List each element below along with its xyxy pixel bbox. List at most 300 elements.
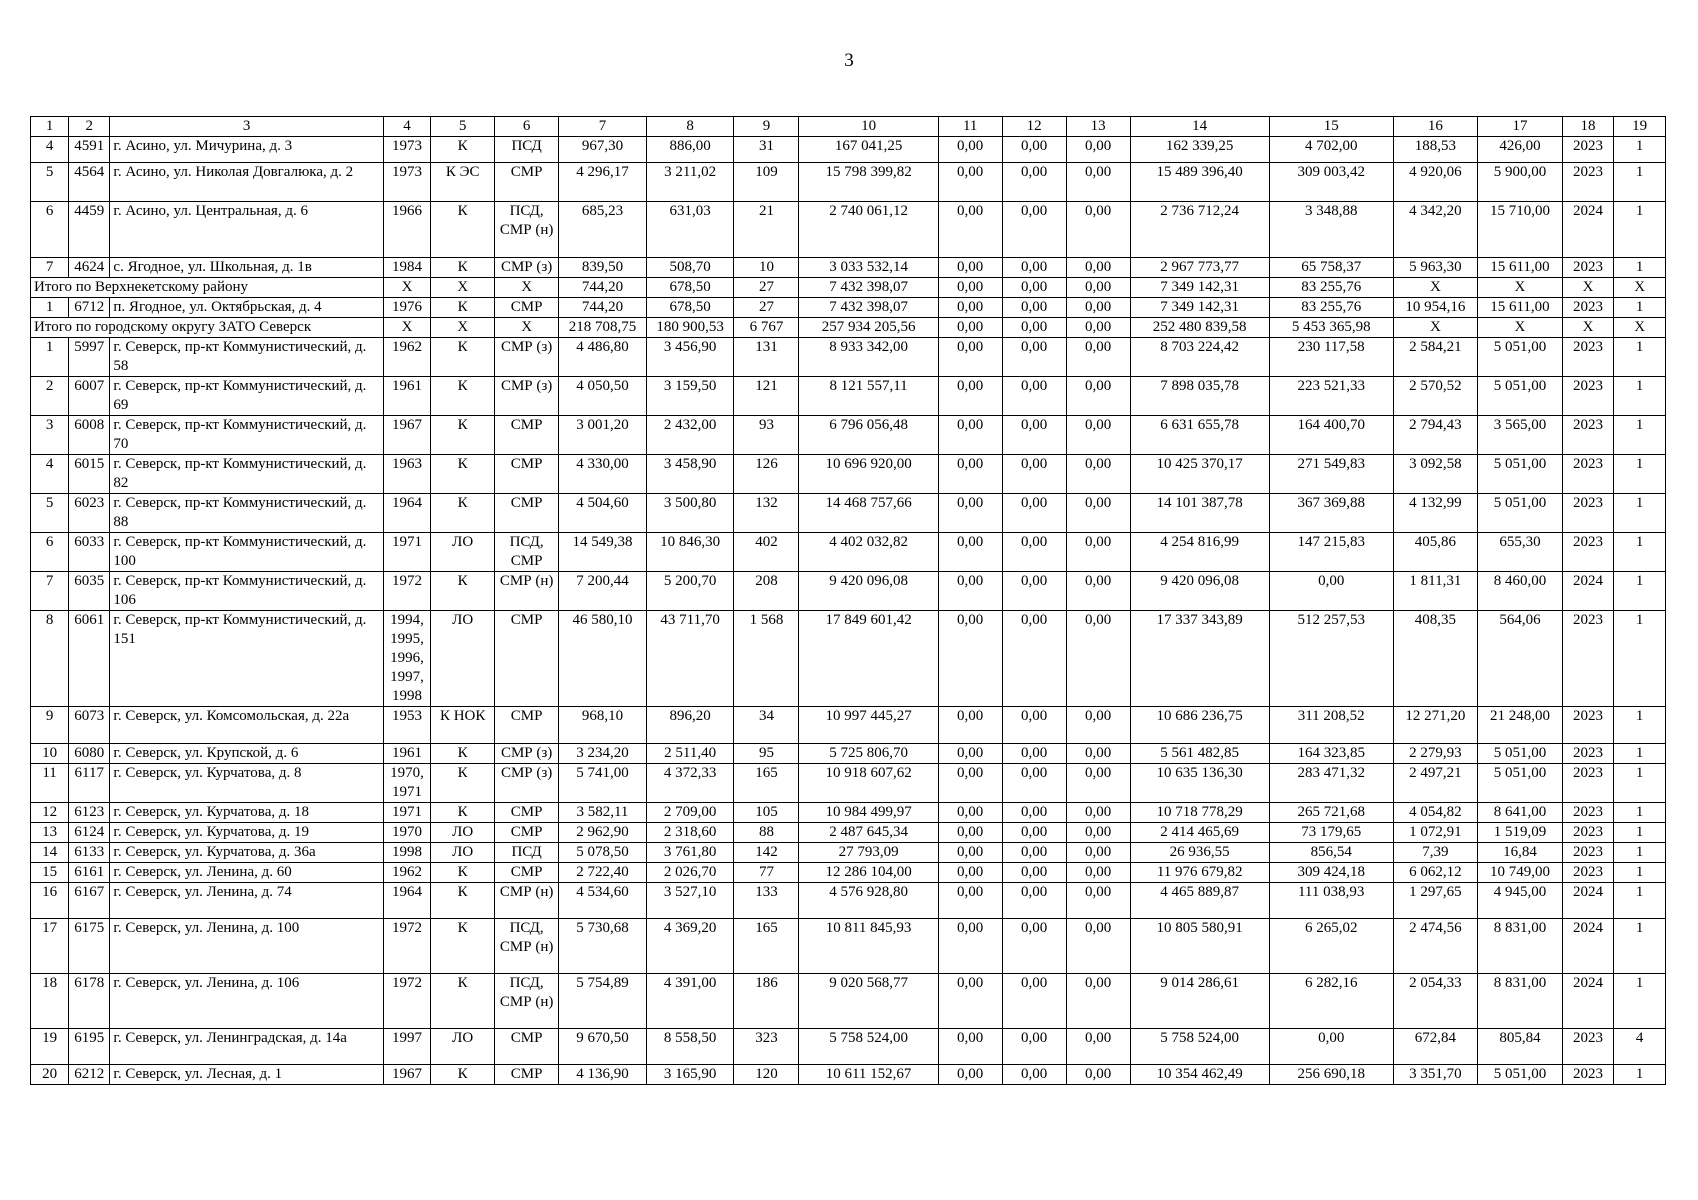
address-cell: г. Северск, ул. Крупской, д. 6 [110,744,383,764]
table-cell: 896,20 [646,707,734,744]
table-cell: 4 372,33 [646,764,734,803]
table-cell: 6175 [69,919,110,974]
table-row [31,919,1666,974]
table-cell: 1 [31,338,69,377]
table-cell: 0,00 [1066,1065,1130,1085]
table-cell: 15 489 396,40 [1130,163,1269,202]
year-cell: 1973 [383,163,430,202]
table-cell: 162 339,25 [1130,137,1269,163]
table-cell: 678,50 [646,298,734,318]
table-cell: 5 078,50 [559,843,647,863]
table-cell: 886,00 [646,137,734,163]
table-cell: 0,00 [938,1029,1002,1065]
year-cell: 1966 [383,202,430,258]
table-cell: 3 761,80 [646,843,734,863]
table-cell: 9 [31,707,69,744]
table-cell: 9 420 096,08 [799,572,938,611]
table-cell: 16,84 [1478,843,1563,863]
table-cell: 6 265,02 [1269,919,1393,974]
table-row [31,707,1666,744]
subtotal-label: Итого по городскому округу ЗАТО Северск [31,318,384,338]
table-cell: 77 [734,863,799,883]
work-type-cell: СМР (з) [495,377,559,416]
table-cell: Х [1478,318,1563,338]
table-cell: 5 561 482,85 [1130,744,1269,764]
table-cell: 0,00 [1066,377,1130,416]
table-cell: 4 920,06 [1393,163,1478,202]
work-type-cell: ПСД, СМР (н) [495,919,559,974]
column-number-cell: 12 [1002,117,1066,137]
table-cell: 1 [1614,533,1666,572]
table-cell: 0,00 [938,298,1002,318]
table-row [31,137,1666,163]
table-cell: 4 330,00 [559,455,647,494]
table-cell: 4 342,20 [1393,202,1478,258]
table-row [31,843,1666,863]
table-cell: К НОК [431,707,495,744]
table-cell: 0,00 [1066,163,1130,202]
table-cell: 0,00 [1002,974,1066,1029]
table-cell: 512 257,53 [1269,611,1393,707]
table-cell: 1 [1614,863,1666,883]
address-cell: г. Северск, ул. Ленинградская, д. 14а [110,1029,383,1065]
table-cell: 6033 [69,533,110,572]
table-cell: 1 [1614,202,1666,258]
table-cell: 1 072,91 [1393,823,1478,843]
table-cell: 5 051,00 [1478,494,1563,533]
column-number-cell: 19 [1614,117,1666,137]
table-cell: 7 432 398,07 [799,298,938,318]
address-cell: г. Северск, пр-кт Коммунистический, д. 58 [110,338,383,377]
address-cell: г. Асино, ул. Николая Довгалюка, д. 2 [110,163,383,202]
table-cell: 283 471,32 [1269,764,1393,803]
table-cell: 0,00 [938,803,1002,823]
table-cell: 0,00 [938,494,1002,533]
table-cell: К [431,974,495,1029]
table-cell: К [431,1065,495,1085]
table-cell: 2023 [1562,823,1614,843]
table-cell: 133 [734,883,799,919]
address-cell: г. Северск, пр-кт Коммунистический, д. 82 [110,455,383,494]
table-cell: 6 767 [734,318,799,338]
table-cell: 0,00 [1066,843,1130,863]
table-row [31,974,1666,1029]
table-cell: 9 014 286,61 [1130,974,1269,1029]
table-cell: 4 534,60 [559,883,647,919]
table-cell: 0,00 [938,533,1002,572]
table-cell: 3 165,90 [646,1065,734,1085]
table-row [31,764,1666,803]
table-row [31,338,1666,377]
table-cell: К [431,416,495,455]
year-cell: 1964 [383,494,430,533]
table-cell: Х [1393,318,1478,338]
table-cell: 655,30 [1478,533,1563,572]
table-cell: 5997 [69,338,110,377]
table-cell: 402 [734,533,799,572]
table-cell: 805,84 [1478,1029,1563,1065]
table-cell: 6 062,12 [1393,863,1478,883]
table-cell: 8 703 224,42 [1130,338,1269,377]
table-cell: 10 [31,744,69,764]
table-cell: 3 [31,416,69,455]
column-number-cell: 17 [1478,117,1563,137]
table-cell: К [431,744,495,764]
table-cell: 208 [734,572,799,611]
table-cell: 17 849 601,42 [799,611,938,707]
table-cell: 4 576 928,80 [799,883,938,919]
work-type-cell: СМР (н) [495,883,559,919]
table-row [31,1065,1666,1085]
table-cell: 0,00 [1066,416,1130,455]
column-number-cell: 5 [431,117,495,137]
table-cell: 678,50 [646,278,734,298]
table-cell: 672,84 [1393,1029,1478,1065]
table-cell: 8 933 342,00 [799,338,938,377]
address-cell: г. Северск, пр-кт Коммунистический, д. 69 [110,377,383,416]
column-number-cell: 16 [1393,117,1478,137]
table-row [31,1029,1666,1065]
table-cell: 2 487 645,34 [799,823,938,843]
table-cell: 967,30 [559,137,647,163]
table-cell: 0,00 [1002,919,1066,974]
address-cell: г. Северск, ул. Лесная, д. 1 [110,1065,383,1085]
table-cell: 93 [734,416,799,455]
table-cell: 856,54 [1269,843,1393,863]
year-cell: 1972 [383,572,430,611]
table-cell: 10 954,16 [1393,298,1478,318]
table-cell: 0,00 [1002,883,1066,919]
table-cell: 6015 [69,455,110,494]
work-type-cell: СМР [495,494,559,533]
table-cell: 0,00 [1066,338,1130,377]
table-cell: 1 568 [734,611,799,707]
table-row [31,258,1666,278]
table-cell: 2 432,00 [646,416,734,455]
table-cell: 223 521,33 [1269,377,1393,416]
address-cell: г. Северск, ул. Курчатова, д. 8 [110,764,383,803]
table-cell: К [431,803,495,823]
table-cell: 167 041,25 [799,137,938,163]
table-cell: 1 811,31 [1393,572,1478,611]
address-cell: г. Асино, ул. Мичурина, д. 3 [110,137,383,163]
table-cell: 0,00 [1002,707,1066,744]
table-cell: 2023 [1562,377,1614,416]
table-cell: 1 [1614,823,1666,843]
table-cell: 26 936,55 [1130,843,1269,863]
table-cell: 8 [31,611,69,707]
year-cell: 1984 [383,258,430,278]
table-cell: 6124 [69,823,110,843]
column-number-cell: 7 [559,117,647,137]
table-row [31,611,1666,707]
work-type-cell: ПСД [495,843,559,863]
table-cell: 8 641,00 [1478,803,1563,823]
table-cell: 0,00 [1002,377,1066,416]
table-cell: 0,00 [1002,764,1066,803]
table-cell: 6712 [69,298,110,318]
table-cell: ЛО [431,843,495,863]
table-cell: 311 208,52 [1269,707,1393,744]
table-cell: 0,00 [1002,533,1066,572]
table-cell: 0,00 [1066,1029,1130,1065]
table-cell: 14 468 757,66 [799,494,938,533]
table-cell: 4 504,60 [559,494,647,533]
table-cell: 0,00 [938,163,1002,202]
address-cell: г. Северск, ул. Ленина, д. 106 [110,974,383,1029]
year-cell: 1994, 1995, 1996, 1997, 1998 [383,611,430,707]
year-cell: 1963 [383,455,430,494]
table-cell: 1 [1614,707,1666,744]
table-cell: 2023 [1562,1029,1614,1065]
table-cell: 21 248,00 [1478,707,1563,744]
table-cell: 0,00 [938,377,1002,416]
table-cell: 14 [31,843,69,863]
work-type-cell: СМР [495,611,559,707]
table-cell: 0,00 [938,919,1002,974]
table-cell: 180 900,53 [646,318,734,338]
table-cell: 0,00 [938,455,1002,494]
table-cell: 0,00 [938,974,1002,1029]
table-cell: 4 465 889,87 [1130,883,1269,919]
table-cell: 11 [31,764,69,803]
work-type-cell: ПСД, СМР [495,533,559,572]
table-cell: 1 [1614,338,1666,377]
table-cell: 2024 [1562,883,1614,919]
table-cell: К [431,764,495,803]
table-cell: 7,39 [1393,843,1478,863]
table-cell: 27 [734,298,799,318]
table-cell: 88 [734,823,799,843]
table-row [31,533,1666,572]
table-cell: 9 670,50 [559,1029,647,1065]
table-row [31,863,1666,883]
table-cell: 10 696 920,00 [799,455,938,494]
year-cell: 1997 [383,1029,430,1065]
table-row [31,298,1666,318]
table-cell: 323 [734,1029,799,1065]
year-cell: 1970, 1971 [383,764,430,803]
table-cell: 5 758 524,00 [799,1029,938,1065]
table-cell: 0,00 [1066,533,1130,572]
table-cell: 1 [1614,298,1666,318]
table-cell: Х [495,278,559,298]
table-cell: 34 [734,707,799,744]
table-cell: 46 580,10 [559,611,647,707]
table-row [31,455,1666,494]
table-cell: 2024 [1562,974,1614,1029]
table-cell: 6195 [69,1029,110,1065]
table-cell: 13 [31,823,69,843]
table-cell: 0,00 [1066,318,1130,338]
table-cell: 6073 [69,707,110,744]
table-cell: 9 420 096,08 [1130,572,1269,611]
work-type-cell: СМР (н) [495,572,559,611]
table-cell: Х [431,278,495,298]
table-cell: 2 [31,377,69,416]
table-cell: 2023 [1562,298,1614,318]
table-cell: 10 [734,258,799,278]
year-cell: 1962 [383,338,430,377]
work-type-cell: ПСД, СМР (н) [495,202,559,258]
table-cell: 120 [734,1065,799,1085]
table-cell: 19 [31,1029,69,1065]
table-cell: 6117 [69,764,110,803]
table-cell: 132 [734,494,799,533]
column-number-cell: 9 [734,117,799,137]
table-cell: 0,00 [938,137,1002,163]
table-cell: 0,00 [938,338,1002,377]
table-cell: 10 611 152,67 [799,1065,938,1085]
table-cell: 0,00 [1002,611,1066,707]
table-cell: 1 519,09 [1478,823,1563,843]
table-cell: 2 570,52 [1393,377,1478,416]
table-cell: 6035 [69,572,110,611]
table-cell: 367 369,88 [1269,494,1393,533]
table-cell: Х [1562,278,1614,298]
table-cell: 0,00 [938,823,1002,843]
year-cell: 1972 [383,974,430,1029]
table-cell: 7 432 398,07 [799,278,938,298]
table-cell: 265 721,68 [1269,803,1393,823]
table-cell: 5 051,00 [1478,338,1563,377]
address-cell: г. Северск, ул. Ленина, д. 100 [110,919,383,974]
table-cell: 3 527,10 [646,883,734,919]
table-row [31,744,1666,764]
table-cell: 0,00 [1002,318,1066,338]
work-type-cell: ПСД, СМР (н) [495,974,559,1029]
column-number-cell: 13 [1066,117,1130,137]
table-row [31,883,1666,919]
address-cell: г. Северск, ул. Ленина, д. 74 [110,883,383,919]
table-cell: К [431,258,495,278]
table-cell: 5 051,00 [1478,377,1563,416]
table-cell: 0,00 [1002,416,1066,455]
table-cell: 10 846,30 [646,533,734,572]
table-cell: 2023 [1562,1065,1614,1085]
table-cell: 2 474,56 [1393,919,1478,974]
page-number: 3 [844,50,854,71]
table-cell: 0,00 [938,611,1002,707]
table-cell: 2 967 773,77 [1130,258,1269,278]
table-cell: Х [431,318,495,338]
table-cell: 4 296,17 [559,163,647,202]
table-cell: 6008 [69,416,110,455]
table-cell: 10 805 580,91 [1130,919,1269,974]
table-cell: 2024 [1562,919,1614,974]
table-cell: 309 424,18 [1269,863,1393,883]
table-cell: 1 [1614,494,1666,533]
table-cell: 4564 [69,163,110,202]
table-cell: 105 [734,803,799,823]
table-cell: 1 [1614,377,1666,416]
table-cell: 0,00 [1002,163,1066,202]
table-cell: 3 458,90 [646,455,734,494]
table-cell: К [431,883,495,919]
table-cell: К [431,919,495,974]
table-cell: 6061 [69,611,110,707]
table-cell: 121 [734,377,799,416]
table-cell: 8 831,00 [1478,919,1563,974]
table-cell: 6178 [69,974,110,1029]
table-cell: 27 793,09 [799,843,938,863]
table-cell: 256 690,18 [1269,1065,1393,1085]
table-cell: Х [383,278,430,298]
table-cell: 0,00 [1066,137,1130,163]
work-type-cell: СМР [495,416,559,455]
table-cell: 0,00 [1002,1029,1066,1065]
table-cell: 1 [1614,744,1666,764]
table-cell: 1 [31,298,69,318]
table-cell: 230 117,58 [1269,338,1393,377]
table-cell: 5 730,68 [559,919,647,974]
table-cell: 10 425 370,17 [1130,455,1269,494]
table-cell: 126 [734,455,799,494]
table-cell: 1 [1614,843,1666,863]
table-cell: 0,00 [1066,764,1130,803]
table-cell: 4 [1614,1029,1666,1065]
table-cell: 1 [1614,572,1666,611]
table-cell: 95 [734,744,799,764]
table-cell: 0,00 [938,202,1002,258]
table-cell: К [431,338,495,377]
table-cell: 564,06 [1478,611,1563,707]
column-number-cell: 3 [110,117,383,137]
register-table [30,116,1666,1085]
table-cell: 6 796 056,48 [799,416,938,455]
table-cell: К [431,202,495,258]
column-number-cell: 8 [646,117,734,137]
table-cell: 0,00 [1002,494,1066,533]
table-cell: 6123 [69,803,110,823]
table-cell: 5 051,00 [1478,455,1563,494]
table-cell: 1 [1614,974,1666,1029]
work-type-cell: СМР [495,863,559,883]
table-cell: 1 [1614,163,1666,202]
table-cell: Х [495,318,559,338]
year-cell: 1970 [383,823,430,843]
table-cell: Х [1614,318,1666,338]
year-cell: 1964 [383,883,430,919]
year-cell: 1971 [383,803,430,823]
table-cell: 0,00 [1002,258,1066,278]
table-cell: 4 486,80 [559,338,647,377]
table-cell: 12 271,20 [1393,707,1478,744]
table-cell: 9 020 568,77 [799,974,938,1029]
table-cell: 5 900,00 [1478,163,1563,202]
table-cell: 0,00 [1066,803,1130,823]
table-cell: 0,00 [1269,572,1393,611]
table-cell: 0,00 [1066,919,1130,974]
table-cell: 4 369,20 [646,919,734,974]
table-cell: 2023 [1562,416,1614,455]
table-cell: 8 460,00 [1478,572,1563,611]
table-cell: 271 549,83 [1269,455,1393,494]
table-cell: 0,00 [1066,883,1130,919]
subtotal-row [31,278,1666,298]
table-cell: 6023 [69,494,110,533]
address-cell: г. Северск, пр-кт Коммунистический, д. 151 [110,611,383,707]
table-cell: 0,00 [1002,137,1066,163]
table-cell: 2023 [1562,494,1614,533]
table-cell: 3 348,88 [1269,202,1393,258]
table-cell: 10 686 236,75 [1130,707,1269,744]
table-cell: 1 [1614,1065,1666,1085]
table-cell: 6167 [69,883,110,919]
table-cell: ЛО [431,1029,495,1065]
table-cell: 2 279,93 [1393,744,1478,764]
table-cell: 0,00 [1002,298,1066,318]
